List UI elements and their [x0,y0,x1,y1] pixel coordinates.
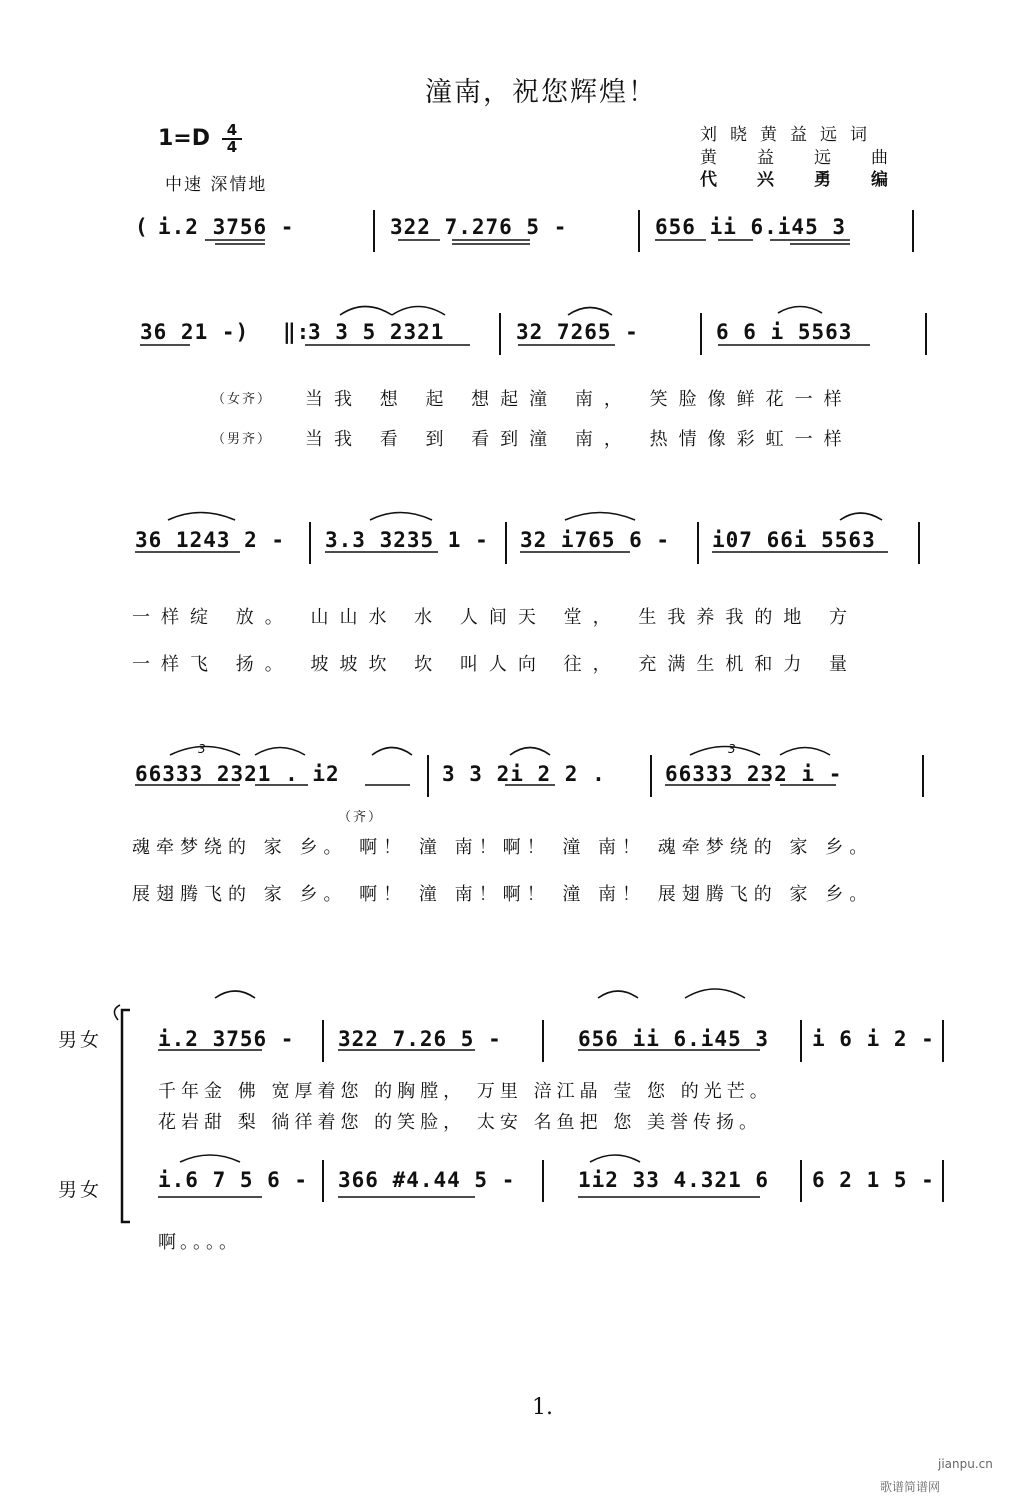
barline [499,313,501,355]
lyric-line: 一样绽 放。 山山水 水 人间天 堂， 生我养我的地 方 [132,607,859,628]
watermark-site: 歌谱简谱网 [880,1480,941,1494]
measure: i 6 i 2 - [812,1027,935,1051]
lyric-line: 啊。。。。 [158,1232,241,1253]
tempo-marking: 中速 深情地 [165,175,268,195]
voice-label-lower: 男女 [58,1179,103,1201]
barline [542,1160,544,1202]
measure: 6 6 i 5563 [716,320,853,344]
barline [922,755,924,797]
barline [912,210,914,252]
slur [780,748,830,756]
slur [778,307,822,314]
barline [800,1020,802,1062]
lyricist-credit: 刘晓黄益远词 [700,125,880,145]
barline [697,522,699,564]
measure: 32 7265 - [516,320,639,344]
barline [322,1020,324,1062]
arranger-credit: 代兴勇编 [700,170,928,190]
slur [255,748,305,756]
intro-open-paren: ( [135,215,149,239]
barline [942,1020,944,1062]
lyric-line: 一样飞 扬。 坡坡坎 坎 叫人向 往， 充满生机和力 量 [132,654,859,675]
time-signature-top: 4 [226,121,238,139]
slur [690,747,760,756]
measure: 656 ii 6.i45 3 [655,215,847,239]
measure: 36 21 -) [140,320,250,344]
lyric-line: 当我 看 到 看到潼 南， 热情像彩虹一样 [305,429,853,450]
time-signature [222,122,242,156]
slur [180,1155,240,1162]
slur [372,748,412,756]
barline [322,1160,324,1202]
barline [505,522,507,564]
barline [427,755,429,797]
measure: 3 3 2i 2 2 . [442,762,606,786]
triplet-mark: 3 [198,742,206,756]
slur [840,513,882,520]
measure: 66333 2321 . i2 [135,762,340,786]
slur [370,513,432,521]
system-bracket [122,1010,130,1222]
unison-annotation: （齐） [338,810,384,825]
slur [168,513,235,521]
lyric-line: 花岩甜 梨 徜徉着您 的笑脸， 太安 名鱼把 您 美誉传扬。 [158,1112,763,1133]
lyric-line: 展翅腾飞的 家 乡。 啊！ 潼 南！啊！ 潼 南！ 展翅腾飞的 家 乡。 [132,884,874,905]
barline [373,210,375,252]
slur [215,991,255,998]
measure: 366 #4.44 5 - [338,1168,516,1192]
slur [565,513,635,521]
lyric-line: 魂牵梦绕的 家 乡。 啊！ 潼 南！啊！ 潼 南！ 魂牵梦绕的 家 乡。 [132,837,874,858]
barline [942,1160,944,1202]
measure: 1i2 33 4.321 6 [578,1168,770,1192]
measure: 3 3 5 2321 [308,320,445,344]
barline [309,522,311,564]
measure: i.2 3756 - [158,1027,295,1051]
time-signature-bottom: 4 [226,138,238,156]
composer-credit: 黄益远曲 [700,148,928,168]
lyric-label-women: （女齐） [212,392,273,407]
measure: 3.3 3235 1 - [325,528,489,552]
measure: 32 i765 6 - [520,528,671,552]
measure: 322 7.26 5 - [338,1027,502,1051]
repeat-sign: ‖: [283,320,311,344]
slur [598,991,638,998]
measure: 66333 232 i - [665,762,843,786]
measure: 36 1243 2 - [135,528,286,552]
barline [542,1020,544,1062]
measure: 322 7.276 5 - [390,215,568,239]
page-number: 1. [532,1395,553,1420]
barline [650,755,652,797]
slur [510,748,550,756]
lyric-line: 当我 想 起 想起潼 南， 笑脸像鲜花一样 [305,389,853,410]
lyric-line: 千年金 佛 宽厚着您 的胸膛， 万里 涪江晶 莹 您 的光芒。 [158,1081,773,1102]
key-signature: 1=D [158,126,211,151]
measure: i07 66i 5563 [712,528,876,552]
slur [685,989,745,998]
barline [700,313,702,355]
slur [590,1155,640,1162]
measure: i.2 3756 - [158,215,295,239]
slur [568,308,612,316]
voice-label-upper: 男女 [58,1029,103,1051]
triplet-mark: 3 [728,742,736,756]
barline [925,313,927,355]
barline [638,210,640,252]
watermark-url: jianpu.cn [938,1457,993,1471]
barline [800,1160,802,1202]
measure: 6 2 1 5 - [812,1168,935,1192]
slur [340,307,392,316]
song-title: 潼南，祝您辉煌！ [425,77,657,108]
measure: i.6 7 5 6 - [158,1168,309,1192]
barline [918,522,920,564]
slur [392,307,445,316]
lyric-label-men: （男齐） [212,432,273,447]
measure: 656 ii 6.i45 3 [578,1027,770,1051]
bracket-hook [114,1005,120,1020]
